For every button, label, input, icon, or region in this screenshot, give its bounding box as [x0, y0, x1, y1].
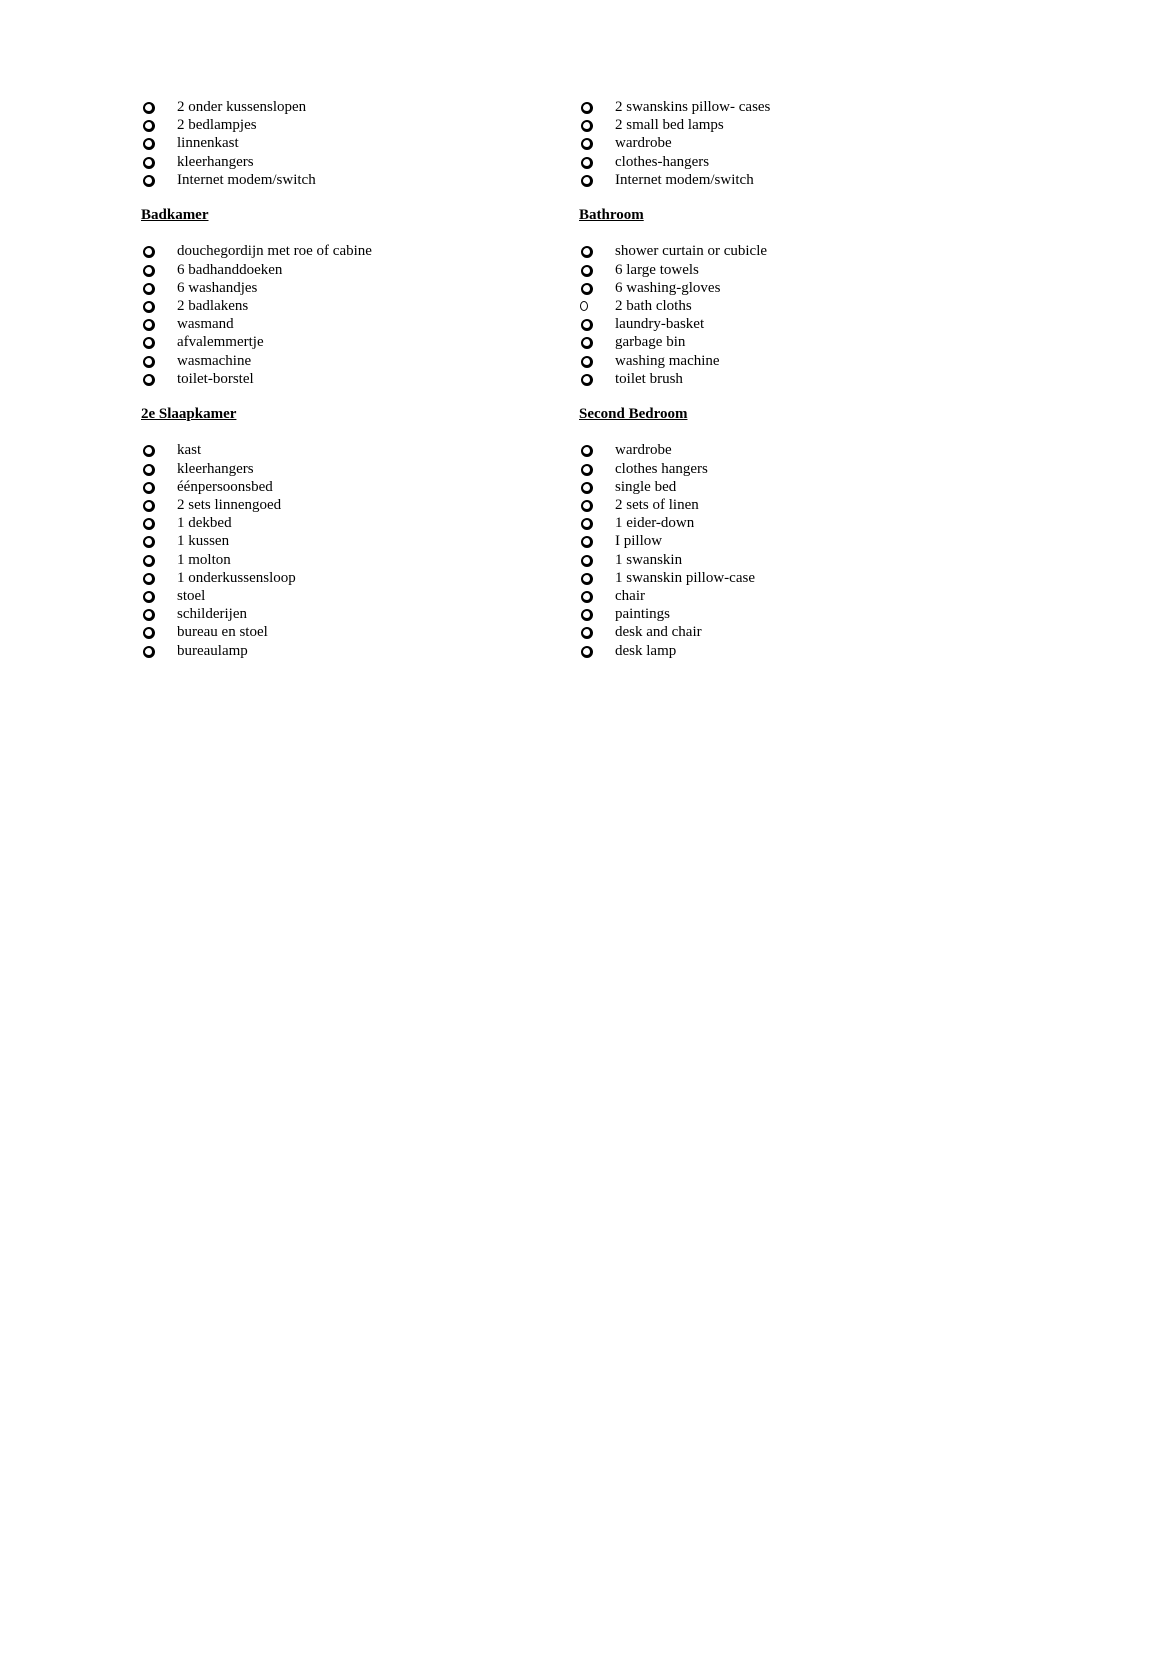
- list-item: 6 washing-gloves: [579, 279, 999, 297]
- list-item: wardrobe: [579, 441, 999, 459]
- checkbox-circle-icon: [143, 591, 155, 603]
- checkbox-circle-icon: [143, 120, 155, 132]
- checkbox-circle-icon: [581, 374, 593, 386]
- list-item: 2 small bed lamps: [579, 116, 999, 134]
- checkbox-circle-icon: [581, 627, 593, 639]
- list-item: wasmachine: [141, 352, 561, 370]
- list-item: afvalemmertje: [141, 333, 561, 351]
- checkbox-circle-icon: [143, 627, 155, 639]
- checkbox-circle-icon: [581, 609, 593, 621]
- checkbox-circle-icon: [143, 246, 155, 258]
- list-item: schilderijen: [141, 605, 561, 623]
- list-item: 2 onder kussenslopen: [141, 98, 561, 116]
- letter-o-bullet-icon: [580, 301, 588, 311]
- checkbox-circle-icon: [143, 536, 155, 548]
- checkbox-circle-icon: [581, 646, 593, 658]
- list-item: single bed: [579, 478, 999, 496]
- checkbox-circle-icon: [581, 573, 593, 585]
- checkbox-circle-icon: [143, 157, 155, 169]
- list-item: 6 washandjes: [141, 279, 561, 297]
- checkbox-circle-icon: [581, 536, 593, 548]
- list-item: linnenkast: [141, 134, 561, 152]
- checkbox-circle-icon: [143, 356, 155, 368]
- list-item: 6 badhanddoeken: [141, 261, 561, 279]
- list-item: laundry-basket: [579, 315, 999, 333]
- checkbox-circle-icon: [143, 301, 155, 313]
- list-item: 1 swanskin: [579, 551, 999, 569]
- checkbox-circle-icon: [143, 555, 155, 567]
- checkbox-circle-icon: [581, 356, 593, 368]
- list-item: chair: [579, 587, 999, 605]
- list-item: 1 onderkussensloop: [141, 569, 561, 587]
- checkbox-circle-icon: [581, 445, 593, 457]
- list-item: 6 large towels: [579, 261, 999, 279]
- checkbox-circle-icon: [581, 265, 593, 277]
- list-item: clothes-hangers: [579, 153, 999, 171]
- section-heading-badkamer: Badkamer: [141, 206, 209, 223]
- dutch-column: [141, 98, 561, 660]
- list-item: 2 sets of linen: [579, 496, 999, 514]
- checkbox-circle-icon: [143, 283, 155, 295]
- list-item: bureaulamp: [141, 642, 561, 660]
- checkbox-circle-icon: [143, 265, 155, 277]
- checkbox-circle-icon: [143, 445, 155, 457]
- checkbox-circle-icon: [143, 646, 155, 658]
- list-item: 1 eider-down: [579, 514, 999, 532]
- checkbox-circle-icon: [143, 319, 155, 331]
- list-item: wasmand: [141, 315, 561, 333]
- list-item: shower curtain or cubicle: [579, 242, 999, 260]
- list-item: 2 bedlampjes: [141, 116, 561, 134]
- list-item: 2 swanskins pillow- cases: [579, 98, 999, 116]
- checkbox-circle-icon: [143, 609, 155, 621]
- checkbox-circle-icon: [581, 482, 593, 494]
- checkbox-circle-icon: [581, 120, 593, 132]
- checkbox-circle-icon: [581, 518, 593, 530]
- list-item: toilet-borstel: [141, 370, 561, 388]
- list-item: stoel: [141, 587, 561, 605]
- checkbox-circle-icon: [143, 374, 155, 386]
- list-item: douchegordijn met roe of cabine: [141, 242, 561, 260]
- list-item: garbage bin: [579, 333, 999, 351]
- checkbox-circle-icon: [143, 482, 155, 494]
- list-item: 2 badlakens: [141, 297, 561, 315]
- list-item: paintings: [579, 605, 999, 623]
- checkbox-circle-icon: [581, 464, 593, 476]
- checkbox-circle-icon: [581, 175, 593, 187]
- list-item: I pillow: [579, 532, 999, 550]
- english-column: [579, 98, 999, 660]
- list-item: éénpersoonsbed: [141, 478, 561, 496]
- list-item: kleerhangers: [141, 460, 561, 478]
- checkbox-circle-icon: [581, 246, 593, 258]
- checkbox-circle-icon: [143, 138, 155, 150]
- list-item: desk lamp: [579, 642, 999, 660]
- list-item: wardrobe: [579, 134, 999, 152]
- list-item: kleerhangers: [141, 153, 561, 171]
- checkbox-circle-icon: [581, 555, 593, 567]
- checkbox-circle-icon: [581, 157, 593, 169]
- checkbox-circle-icon: [143, 573, 155, 585]
- section-heading-second-bedroom: Second Bedroom: [579, 405, 688, 422]
- dutch-bathroom-list: [141, 242, 561, 388]
- list-item: 1 kussen: [141, 532, 561, 550]
- checkbox-circle-icon: [143, 518, 155, 530]
- list-item: kast: [141, 441, 561, 459]
- checkbox-circle-icon: [143, 337, 155, 349]
- checkbox-circle-icon: [581, 500, 593, 512]
- checkbox-circle-icon: [143, 500, 155, 512]
- checkbox-circle-icon: [143, 175, 155, 187]
- checkbox-circle-icon: [581, 319, 593, 331]
- english-second-bedroom-list: [579, 441, 999, 659]
- checkbox-circle-icon: [581, 102, 593, 114]
- list-item: desk and chair: [579, 623, 999, 641]
- list-item: 1 dekbed: [141, 514, 561, 532]
- checkbox-circle-icon: [581, 337, 593, 349]
- section-heading-bathroom: Bathroom: [579, 206, 644, 223]
- list-item: 1 molton: [141, 551, 561, 569]
- list-item: clothes hangers: [579, 460, 999, 478]
- checkbox-circle-icon: [143, 464, 155, 476]
- list-item: washing machine: [579, 352, 999, 370]
- list-item: 2 bath cloths: [579, 297, 999, 315]
- english-bedroom-list-continued: [579, 98, 999, 189]
- list-item: toilet brush: [579, 370, 999, 388]
- list-item: 1 swanskin pillow-case: [579, 569, 999, 587]
- english-bathroom-list: [579, 242, 999, 388]
- list-item: bureau en stoel: [141, 623, 561, 641]
- checkbox-circle-icon: [143, 102, 155, 114]
- list-item: Internet modem/switch: [141, 171, 561, 189]
- dutch-bedroom-list-continued: [141, 98, 561, 189]
- section-heading-2e-slaapkamer: 2e Slaapkamer: [141, 405, 237, 422]
- checkbox-circle-icon: [581, 138, 593, 150]
- list-item: 2 sets linnengoed: [141, 496, 561, 514]
- checkbox-circle-icon: [581, 591, 593, 603]
- dutch-second-bedroom-list: [141, 441, 561, 659]
- checkbox-circle-icon: [581, 283, 593, 295]
- list-item: Internet modem/switch: [579, 171, 999, 189]
